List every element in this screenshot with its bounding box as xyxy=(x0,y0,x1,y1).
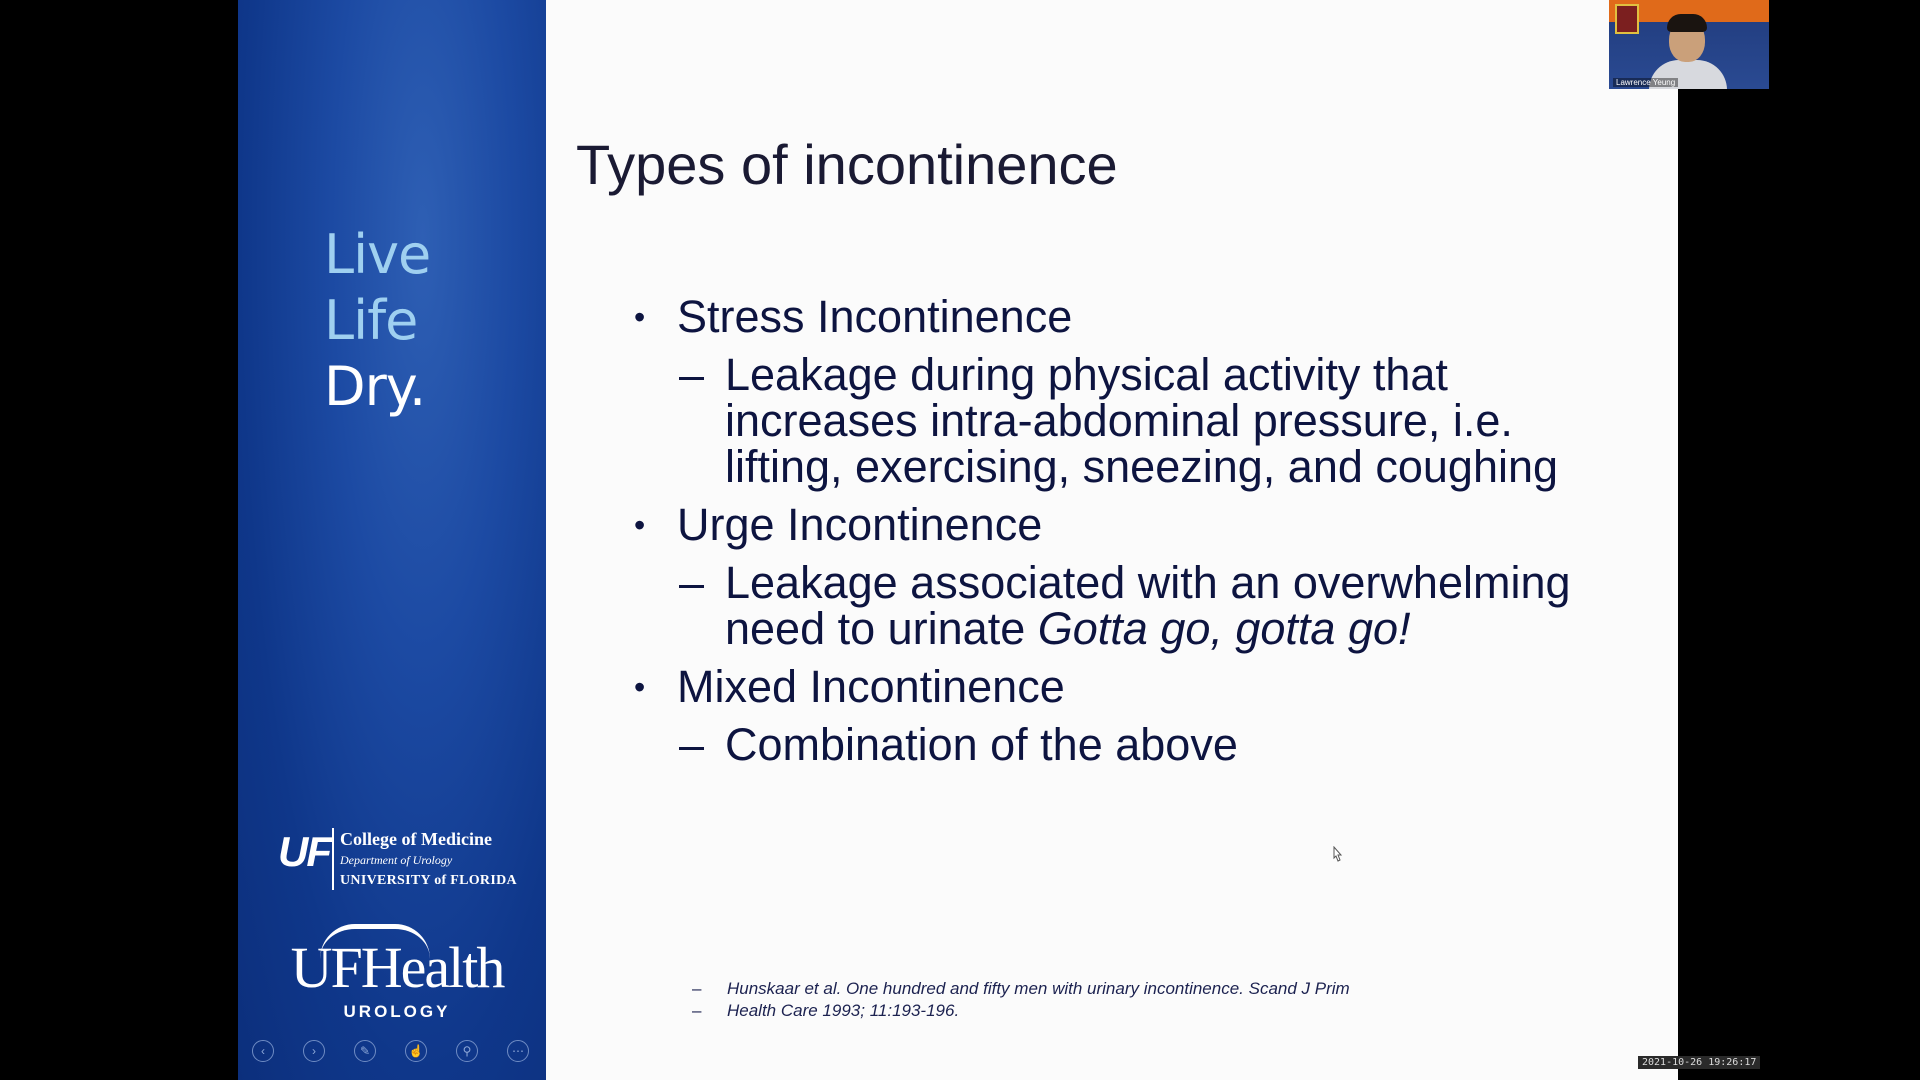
recording-timestamp: 2021-10-26 19:26:17 xyxy=(1638,1056,1760,1069)
pen-icon[interactable]: ✎ xyxy=(354,1040,376,1062)
slide-toolbar xyxy=(252,1040,529,1062)
tagline-word: Dry. xyxy=(324,355,426,418)
bullet-item xyxy=(634,291,1634,342)
references xyxy=(692,978,1350,1022)
uf-text xyxy=(340,828,517,892)
sub-bullet-item xyxy=(634,719,1634,770)
department-name: Department of Urology xyxy=(340,853,453,867)
participant-hair xyxy=(1667,14,1707,32)
bullet-item xyxy=(634,661,1634,712)
bullet-dot: • xyxy=(634,507,646,543)
uf-college-of-medicine-logo xyxy=(278,826,528,896)
more-icon[interactable]: ⋯ xyxy=(507,1040,529,1062)
sub-bullet-item xyxy=(634,557,1634,654)
slide-title: Types of incontinence xyxy=(576,133,1118,196)
sub-bullet-item xyxy=(634,349,1634,492)
university-name: UNIVERSITY of FLORIDA xyxy=(340,873,517,888)
bullet-dot: • xyxy=(634,669,646,705)
pointer-icon[interactable]: ☝ xyxy=(405,1040,427,1062)
shield-icon xyxy=(1615,4,1639,34)
ufhealth-arc xyxy=(320,924,430,959)
ufhealth-logo xyxy=(272,928,522,1022)
reference-text: Hunskaar et al. One hundred and fifty men with urinary incontinence. Scand J Prim xyxy=(727,979,1350,998)
zoom-icon[interactable]: ⚲ xyxy=(456,1040,478,1062)
reference-line: – Hunskaar et al. One hundred and fifty men with urinary incontinence. Scand J Prim xyxy=(692,979,1350,998)
participant-video-thumbnail[interactable] xyxy=(1609,0,1769,89)
bullet-heading: Urge Incontinence xyxy=(677,499,1043,550)
bullet-list xyxy=(634,291,1634,780)
logo-divider xyxy=(332,828,334,890)
bullet-item xyxy=(634,499,1634,550)
sub-bullet-dash: – xyxy=(679,719,705,770)
slide-content xyxy=(546,0,1678,1080)
sub-bullet-text: Leakage associated with an overwhelming need to urinate xyxy=(725,557,1571,654)
presentation-slide xyxy=(238,0,1678,1080)
participant-name: Lawrence Yeung xyxy=(1613,78,1678,87)
sub-bullet-text: Leakage during physical activity that increases intra-abdominal pressure, i.e. lifting, exercising, sneezing, and coughing xyxy=(725,349,1559,492)
ufhealth-sub: UROLOGY xyxy=(343,1002,451,1021)
mouse-cursor-icon xyxy=(1330,846,1344,864)
reference-line: – Health Care 1993; 11:193-196. xyxy=(692,1001,960,1020)
uf-mark: UF xyxy=(278,828,330,875)
tagline xyxy=(324,222,430,420)
bullet-heading: Stress Incontinence xyxy=(677,291,1073,342)
ufhealth-name: UFHealth xyxy=(290,935,504,1000)
slide-sidebar xyxy=(238,0,546,1080)
bullet-dot: • xyxy=(634,299,646,335)
previous-icon[interactable]: ‹ xyxy=(252,1040,274,1062)
tagline-word: Live xyxy=(324,223,431,286)
next-icon[interactable]: › xyxy=(303,1040,325,1062)
sub-bullet-dash: – xyxy=(679,557,705,608)
sub-bullet-dash: – xyxy=(679,349,705,400)
college-name: College of Medicine xyxy=(340,829,492,849)
tagline-word: Life xyxy=(324,289,418,352)
reference-text: Health Care 1993; 11:193-196. xyxy=(727,1001,960,1020)
sub-bullet-italic-text: Gotta go, gotta go! xyxy=(1037,603,1411,654)
bullet-heading: Mixed Incontinence xyxy=(677,661,1065,712)
sub-bullet-text: Combination of the above xyxy=(725,719,1238,770)
